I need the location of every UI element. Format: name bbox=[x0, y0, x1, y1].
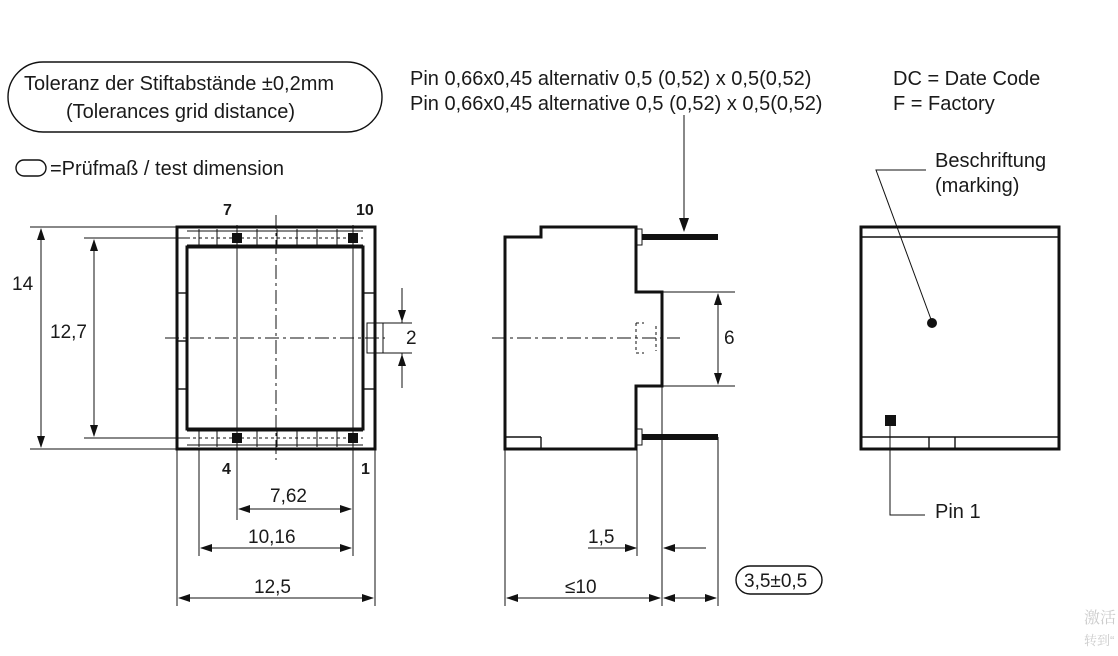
marking-label-en: (marking) bbox=[935, 175, 1020, 197]
bottom-view-dimensions bbox=[12, 227, 417, 606]
bottom-view bbox=[165, 202, 385, 520]
dimension-2: 2 bbox=[406, 328, 417, 349]
pin-1-marker bbox=[885, 415, 896, 426]
pin-number-10: 10 bbox=[356, 202, 374, 219]
tolerance-line1: Toleranz der Stiftabstände ±0,2mm bbox=[24, 73, 335, 95]
pin-number-7: 7 bbox=[223, 202, 232, 219]
marking-label-de: Beschriftung bbox=[935, 150, 1047, 172]
marking-dot bbox=[927, 318, 937, 328]
dimension-7-62: 7,62 bbox=[270, 486, 307, 507]
dimension-6: 6 bbox=[724, 328, 735, 349]
dimension-1-5: 1,5 bbox=[588, 527, 615, 548]
pin-note-line1: Pin 0,66x0,45 alternativ 0,5 (0,52) x 0,5(0,52) bbox=[410, 68, 812, 90]
factory-legend: F = Factory bbox=[893, 93, 995, 115]
date-code-legend: DC = Date Code bbox=[893, 68, 1041, 90]
side-view bbox=[492, 115, 718, 449]
pin-number-4: 4 bbox=[222, 461, 231, 478]
dimension-pin-length: 3,5±0,5 bbox=[744, 571, 808, 592]
pin1-label: Pin 1 bbox=[935, 501, 981, 523]
tolerance-line2: (Tolerances grid distance) bbox=[66, 101, 295, 123]
pin-note-line2: Pin 0,66x0,45 alternative 0,5 (0,52) x 0,5(0,52) bbox=[410, 93, 823, 115]
dimension-10-16: 10,16 bbox=[248, 527, 296, 548]
dimension-le-10: ≤10 bbox=[565, 577, 597, 598]
test-dimension-legend bbox=[16, 158, 284, 180]
dimension-14: 14 bbox=[12, 274, 34, 295]
dimension-12-5: 12,5 bbox=[254, 577, 291, 598]
watermark-line2: 转到“ bbox=[1084, 633, 1115, 648]
test-dimension-icon bbox=[16, 160, 46, 176]
dimension-12-7: 12,7 bbox=[50, 322, 87, 343]
watermark-line1: 激活 bbox=[1084, 610, 1117, 627]
pin-number-1: 1 bbox=[361, 461, 370, 478]
test-dimension-text: =Prüfmaß / test dimension bbox=[50, 158, 284, 180]
top-view bbox=[861, 170, 1059, 523]
tolerance-box bbox=[8, 62, 382, 132]
